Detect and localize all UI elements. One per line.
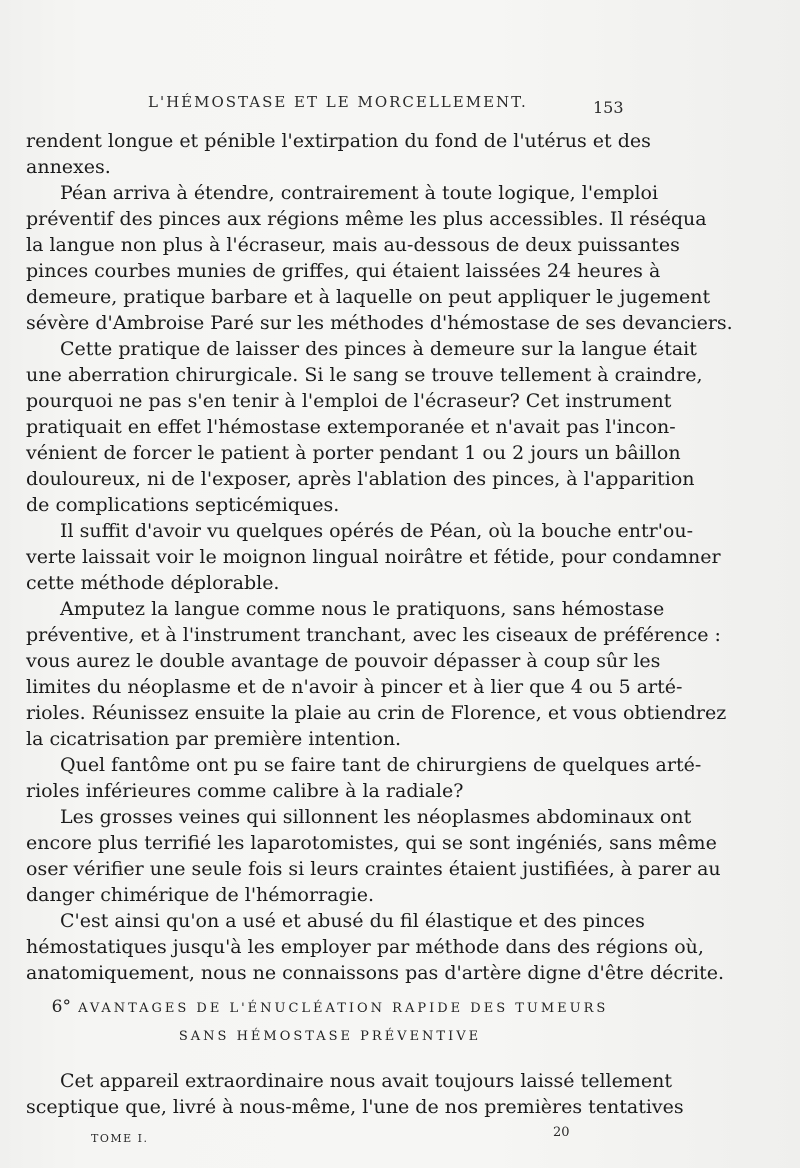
text-line: pourquoi ne pas s'en tenir à l'emploi de l'écraseur? Cet instrument — [26, 390, 672, 412]
text-line: verte laissait voir le moignon lingual noirâtre et fétide, pour condamner — [26, 546, 721, 568]
text-line: la langue non plus à l'écraseur, mais au-dessous de deux puissantes — [26, 234, 680, 256]
section-heading-line-1 — [26, 993, 634, 1023]
text-line: vous aurez le double avantage de pouvoir dépasser à coup sûr les — [26, 650, 661, 672]
section-body-text — [26, 1068, 684, 1120]
section-title-part-2: SANS HÉMOSTASE PRÉVENTIVE — [178, 1029, 482, 1044]
text-line: C'est ainsi qu'on a usé et abusé du fil élastique et des pinces — [60, 910, 645, 932]
text-line: vénient de forcer le patient à porter pendant 1 ou 2 jours un bâillon — [26, 442, 681, 464]
text-line: encore plus terrifié les laparotomistes, qui se sont ingéniés, sans même — [26, 832, 717, 854]
text-line: rendent longue et pénible l'extirpation du fond de l'utérus et des — [26, 130, 651, 152]
text-line: préventive, et à l'instrument tranchant, avec les ciseaux de préférence : — [26, 624, 721, 646]
text-line: une aberration chirurgicale. Si le sang se trouve tellement à craindre, — [26, 364, 703, 386]
text-line: oser vérifier une seule fois si leurs craintes étaient justifiées, à parer au — [26, 858, 721, 880]
text-line: douloureux, ni de l'exposer, après l'ablation des pinces, à l'apparition — [26, 468, 695, 490]
text-line: sévère d'Ambroise Paré sur les méthodes d'hémostase de ses devanciers. — [26, 312, 733, 334]
page-number: 153 — [593, 98, 624, 117]
text-line: rioles. Réunissez ensuite la plaie au crin de Florence, et vous obtiendrez — [26, 702, 727, 724]
text-line: rioles inférieures comme calibre à la radiale? — [26, 780, 464, 802]
text-line: de complications septicémiques. — [26, 494, 340, 516]
text-line: demeure, pratique barbare et à laquelle on peut appliquer le jugement — [26, 286, 711, 308]
running-title: L'HÉMOSTASE ET LE MORCELLEMENT. — [148, 93, 528, 111]
text-line: Cette pratique de laisser des pinces à demeure sur la langue était — [60, 338, 697, 360]
text-line: Les grosses veines qui sillonnent les néoplasmes abdominaux ont — [60, 806, 692, 828]
text-line: anatomiquement, nous ne connaissons pas d'artère digne d'être décrite. — [26, 962, 725, 984]
text-line: Amputez la langue comme nous le pratiquons, sans hémostase — [60, 598, 665, 620]
signature-mark: 20 — [553, 1125, 570, 1140]
text-line: sceptique que, livré à nous-même, l'une de nos premières tentatives — [26, 1096, 684, 1118]
text-line: danger chimérique de l'hémorragie. — [26, 884, 375, 906]
section-title-part-1: AVANTAGES DE L'ÉNUCLÉATION RAPIDE DES TUMEURS — [78, 1001, 609, 1016]
text-line: annexes. — [26, 156, 111, 178]
text-line: hémostatiques jusqu'à les employer par méthode dans des régions où, — [26, 936, 704, 958]
text-line: limites du néoplasme et de n'avoir à pincer et à lier que 4 ou 5 arté- — [26, 676, 683, 698]
volume-label: TOME I. — [91, 1132, 149, 1145]
text-line: Cet appareil extraordinaire nous avait toujours laissé tellement — [60, 1070, 672, 1092]
text-line: la cicatrisation par première intention. — [26, 728, 402, 750]
text-line: Péan arriva à étendre, contrairement à toute logique, l'emploi — [60, 182, 659, 204]
section-heading — [26, 993, 634, 1051]
text-line: cette méthode déplorable. — [26, 572, 280, 594]
text-line: pinces courbes munies de griffes, qui étaient laissées 24 heures à — [26, 260, 661, 282]
text-line: pratiquait en effet l'hémostase extemporanée et n'avait pas l'incon- — [26, 416, 676, 438]
body-text — [26, 128, 733, 986]
text-line: préventif des pinces aux régions même les plus accessibles. Il réséqua — [26, 208, 707, 230]
text-line: Quel fantôme ont pu se faire tant de chirurgiens de quelques arté- — [60, 754, 702, 776]
section-number: 6° — [51, 997, 71, 1017]
text-line: Il suffit d'avoir vu quelques opérés de Péan, où la bouche entr'ou- — [60, 520, 694, 542]
